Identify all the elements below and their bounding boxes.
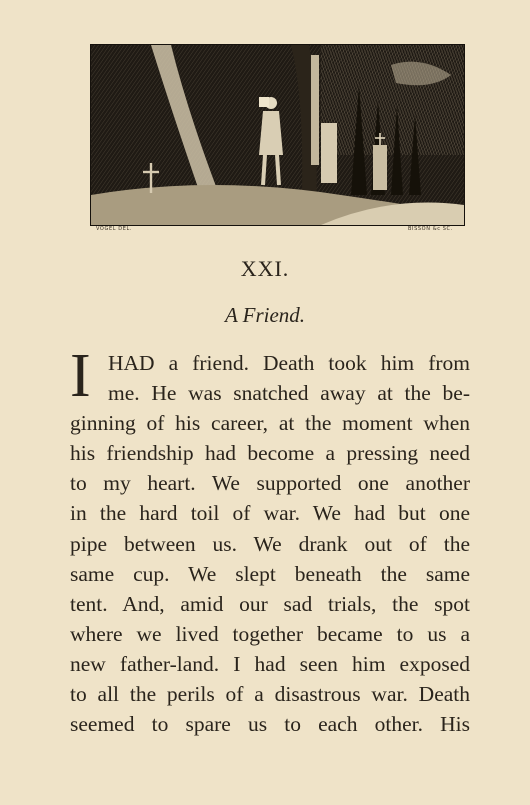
text-line: same cup. We slept beneath the same [70, 561, 470, 586]
engraver-credit-right: BISSON &c SC. [408, 226, 453, 232]
text-line: seemed to spare us to each other. His [70, 712, 470, 737]
text-line: pipe between us. We drank out of the [70, 531, 470, 556]
text-line: his friendship had become a pressing need [70, 441, 470, 466]
chapter-title: A Friend. [224, 303, 306, 327]
text-line: to my heart. We supported one another [70, 471, 470, 496]
text-line: where we lived together became to us a [70, 621, 470, 646]
text-line: ginning of his career, at the moment when [70, 411, 470, 436]
engraver-credit-left: VOGEL DEL. [96, 226, 133, 232]
text-line: new father-land. I had seen him exposed [70, 651, 470, 676]
text-line: tent. And, amid our sad trials, the spot [70, 591, 470, 616]
text-line: in the hard toil of war. We had but one [70, 501, 470, 526]
chapter-illustration [90, 44, 465, 226]
body-text [70, 348, 470, 739]
text-line: to all the perils of a disastrous war. Death [70, 682, 470, 707]
text-line: HAD a friend. Death took him from [108, 351, 470, 375]
text-line: me. He was snatched away at the be- [108, 381, 470, 406]
chapter-number: XXI. [240, 256, 290, 281]
drop-cap: I [70, 342, 91, 410]
